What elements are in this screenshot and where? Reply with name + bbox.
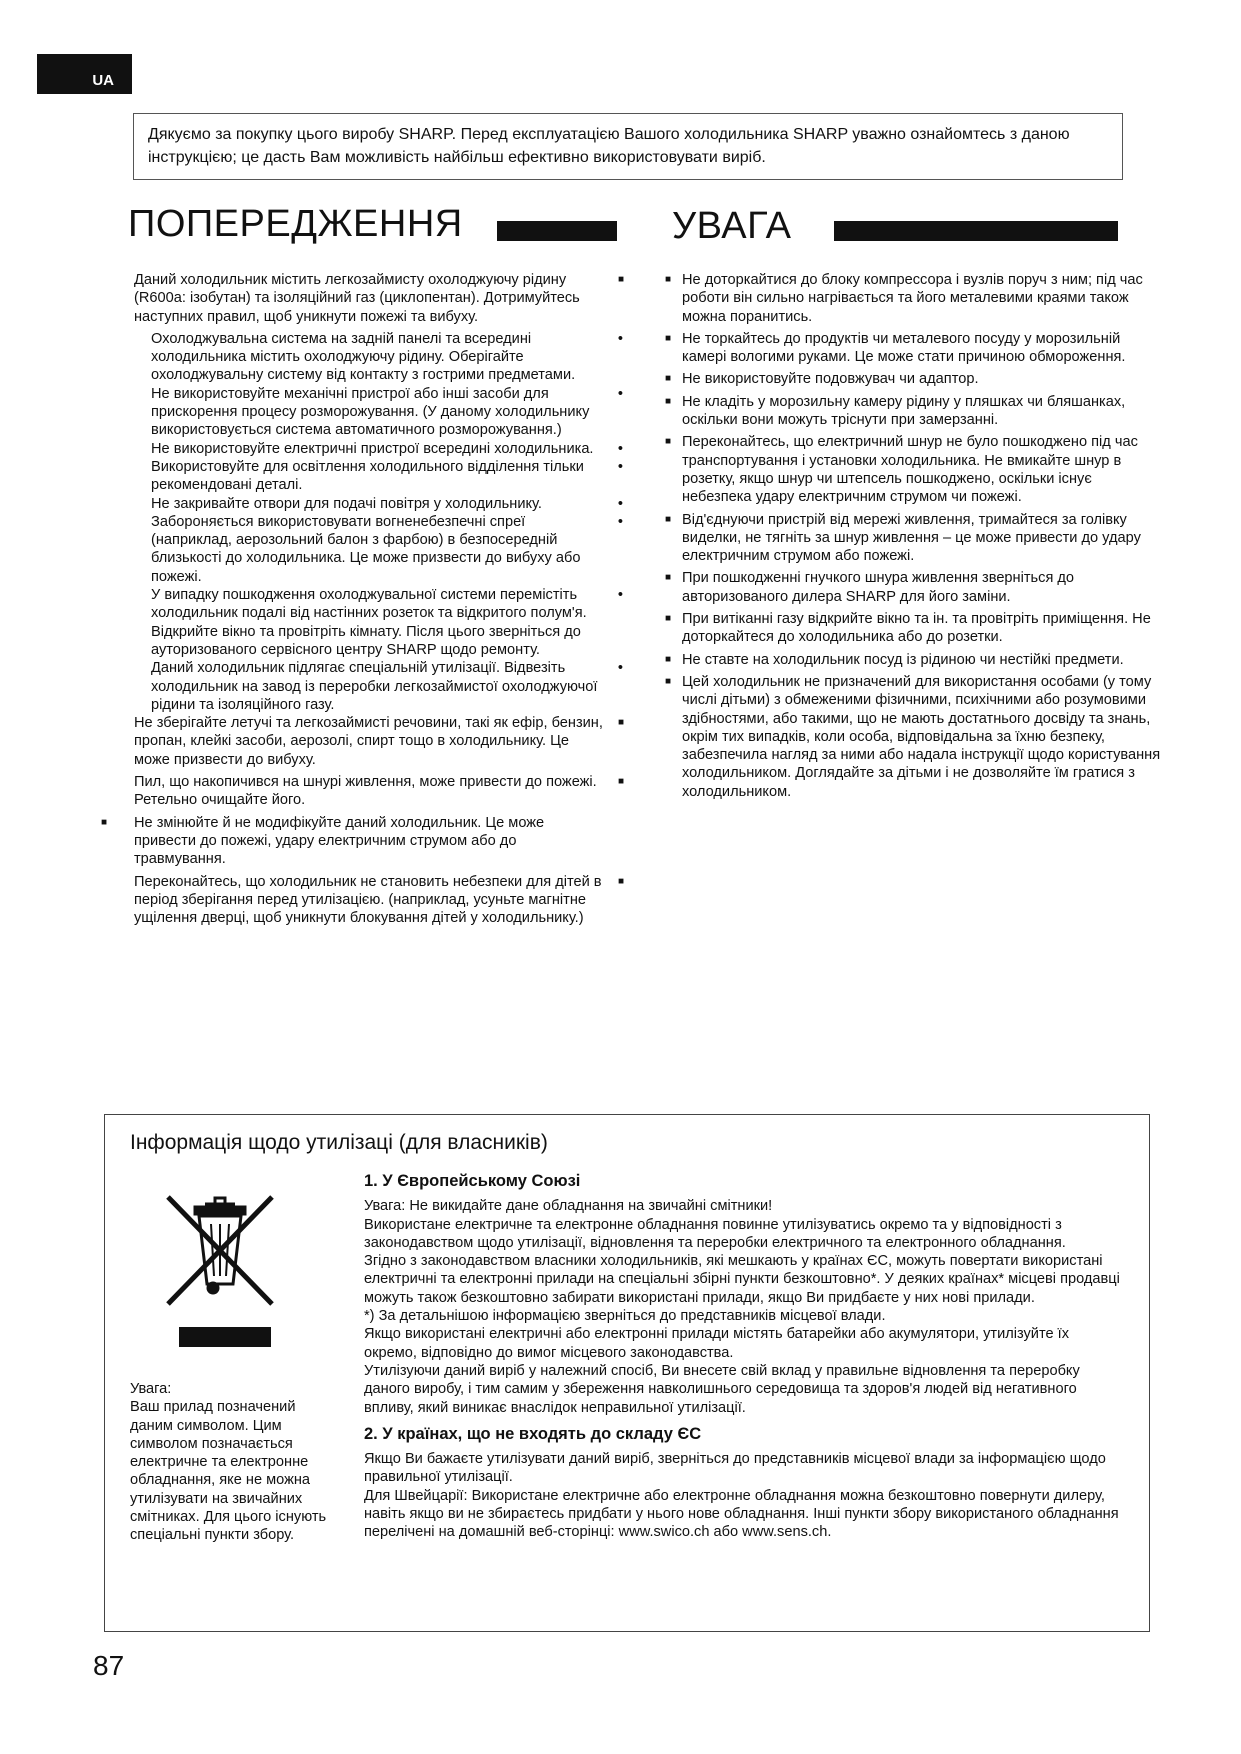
warning-item: Не використовуйте електричні пристрої всередині холодильника. • xyxy=(134,440,628,458)
disposal-text xyxy=(364,1172,1124,1542)
caution-heading-bar xyxy=(834,221,1118,241)
warning-item: Не закривайте отвори для подачі повітря у холодильнику. • xyxy=(134,495,628,513)
warning-item: Використовуйте для освітлення холодильного відділення тільки рекомендовані деталі. • xyxy=(134,458,628,495)
caution-item: ■ Цей холодильник не призначений для використання особами (у тому числі дітьми) з обмеженими фізичними, психічними або розумовими здібностями, або такими, що не мають достатнього досвіду та знань, окрім тих випадків, коли особа, відповідальна за їхню безпеку, забезпечила нагляд за ними або надала інструкції щодо користування холодильником. Доглядайте за дітьми і не дозволяйте їм гратися з холодильником. xyxy=(665,673,1163,801)
caution-item: ■ Не ставте на холодильник посуд із рідиною чи нестійкі предмети. xyxy=(665,651,1163,669)
warning-heading: ПОПЕРЕДЖЕННЯ xyxy=(128,203,463,245)
caution-item: ■ Не використовуйте подовжувач чи адаптор. xyxy=(665,370,1163,388)
caution-item: ■ При пошкодженні гнучкого шнура живлення зверніться до авторизованого дилера SHARP для його заміни. xyxy=(665,569,1163,606)
note-label: Увага: xyxy=(130,1381,172,1397)
caution-heading: УВАГА xyxy=(672,205,792,247)
warning-item: ■ Не змінюйте й не модифікуйте даний холодильник. Це може привести до пожежі, удару електричним струмом або до травмування. xyxy=(134,814,628,869)
caution-item: ■ При витіканні газу відкрийте вікно та ін. та провітріть приміщення. Не доторкайтеся до холодильника або до розетки. xyxy=(665,610,1163,647)
warning-item: Не зберігайте летучі та легкозаймисті речовини, такі як ефір, бензин, пропан, клейкі засоби, аерозолі, спирт тощо в холодильнику. Це може призвести до вибуху. ■ xyxy=(134,714,628,769)
language-tab xyxy=(37,54,132,94)
warning-item: Не використовуйте механічні пристрої або інші засоби для прискорення процесу розморожування. (У даному холодильнику використовується система автоматичного розморожування.) • xyxy=(134,385,628,440)
eu-paragraph: Згідно з законодавством власники холодильників, які мешкають у країнах ЄС, можуть повертати використані електричні та електронні прилади на спеціальні збірні пункти безкоштовно*. У деяких країнах* місцеві продавці можуть також безкоштовно забирати використані прилади, якщо Ви придбаєте у них нові прилади. xyxy=(364,1253,1120,1306)
non-eu-paragraph: Якщо Ви бажаєте утилізувати даний виріб, зверніться до представників місцевої влади за інформацією щодо правильної утилізації. xyxy=(364,1451,1106,1486)
warning-item: Пил, що накопичився на шнурі живлення, може привести до пожежі. Ретельно очищайте його. ■ xyxy=(134,773,628,810)
non-eu-paragraph: Для Швейцарії: Використане електричне або електронне обладнання можна безкоштовно повернути дилеру, навіть якщо ви не збираєтесь придбати у нього нове обладнання. Інші пункти збору використаного обладнання перелічені на домашній веб-сторінці: www.swico.ch або www.sens.ch. xyxy=(364,1487,1119,1541)
disposal-title: Інформація щодо утилізаці (для власників) xyxy=(130,1131,548,1154)
warning-list xyxy=(134,271,628,927)
warning-item: Забороняється використовувати вогненебезпечні спреї (наприклад, аерозольний балон з фарбою) в безпосередній близькості до холодильника. Це може призвести до вибуху або пожежі. • xyxy=(134,513,628,586)
warning-item: У випадку пошкодження охолоджувальної системи перемістіть холодильник подалі від настінних розеток та відкритого полум'я. Відкрийте вікно та провітріть кімнату. Після цього зверніться до ауторизованого сервісного центру SHARP щодо ремонту. • xyxy=(134,586,628,659)
intro-box: Дякуємо за покупку цього виробу SHARP. Перед експлуатацією Вашого холодильника SHARP уважно ознайомтесь з даною інструкцією; це дасть Вам можливість найбільш ефективно використовувати виріб. xyxy=(133,113,1123,180)
eu-paragraph: Увага: Не викидайте дане обладнання на звичайні смітники! xyxy=(364,1198,773,1215)
warning-item: Даний холодильник підлягає спеціальній утилізації. Відвезіть холодильник на завод із переробки легкозаймистої охолоджуючої рідини та ізоляційного газу. • xyxy=(134,659,628,714)
caution-item: ■ Не торкайтесь до продуктів чи металевого посуду у морозильній камері вологими руками. Це може стати причиною обмороження. xyxy=(665,330,1163,367)
warning-item: Охолоджувальна система на задній панелі та всередині холодильника містить охолоджуючу рідину. Оберігайте охолоджувальну систему від контакту з гострими предметами. • xyxy=(134,330,628,385)
eu-paragraph: *) За детальнішою інформацією зверніться до представників місцевої влади. xyxy=(364,1308,886,1325)
eu-paragraph: Якщо використані електричні або електронні прилади містять батарейки або акумулятори, утилізуйте їх окремо, відповідно до вимог місцевого законодавства. xyxy=(364,1326,1069,1361)
caution-item: ■ Не доторкайтися до блоку компрессора і вузлів поруч з ним; під час роботи він сильно нагрівається та його металевими краями також можна поранитись. xyxy=(665,271,1163,326)
non-eu-section-title: 2. У країнах, що не входять до складу ЄС xyxy=(364,1424,702,1443)
eu-section-title: 1. У Європейському Союзі xyxy=(364,1172,581,1190)
caution-item: ■ Не кладіть у морозильну камеру рідину у пляшках чи бляшанках, оскільки вони можуть тріснути при замерзанні. xyxy=(665,393,1163,430)
note-text: Ваш прилад позначений даним символом. Цим символом позначається електричне та електронне обладнання, яке не можна утилізувати на звичайних смітниках. Для цього існують спеціальні пункти збору. xyxy=(130,1399,327,1544)
caution-item: ■ Від'єднуючи пристрій від мережі живлення, тримайтеся за голівку виделки, не тягніть за шнур живлення – це може привести до удару електричним струмом або пожежі. xyxy=(665,511,1163,566)
page-number: 87 xyxy=(93,1650,125,1681)
eu-paragraph: Використане електричне та електронне обладнання повинне утилізуватись окремо та у відповідності з законодавством щодо утилізації, відновлення та переробки електричного та електронного обладнання. xyxy=(364,1216,1066,1251)
crossed-bin-icon xyxy=(165,1192,285,1357)
caution-item: ■ Переконайтесь, що електричний шнур не було пошкоджено під час транспортування і установки холодильника. Не вмикайте шнур в розетку, якщо шнур чи штепсель пошкоджено, оскільки існує небезпека удару електричним струмом чи пожежі. xyxy=(665,433,1163,506)
warning-item: Переконайтесь, що холодильник не становить небезпеки для дітей в період зберігання перед утилізацією. (наприклад, усуньте магнітне ущілення дверці, щоб уникнути блокування дітей у холодильнику.) ■ xyxy=(134,873,628,928)
language-code: UA xyxy=(92,72,114,89)
caution-list xyxy=(665,271,1163,801)
symbol-note xyxy=(130,1380,340,1545)
warning-item: Даний холодильник містить легкозаймисту охолоджуючу рідину (R600a: ізобутан) та ізоляційний газ (циклопентан). Дотримуйтесь наступних правил, щоб уникнути пожежі та вибуху. ■ xyxy=(134,271,628,326)
eu-paragraph: Утилізуючи даний виріб у належний спосіб, Ви внесете свій вклад у правильне відновлення та переробку даного виробу, і тим самим у збереження навколишнього середовища та здоров'я людей від негативного впливу, який виникає внаслідок неправильної утилізації. xyxy=(364,1362,1080,1416)
warning-heading-bar xyxy=(497,221,617,241)
